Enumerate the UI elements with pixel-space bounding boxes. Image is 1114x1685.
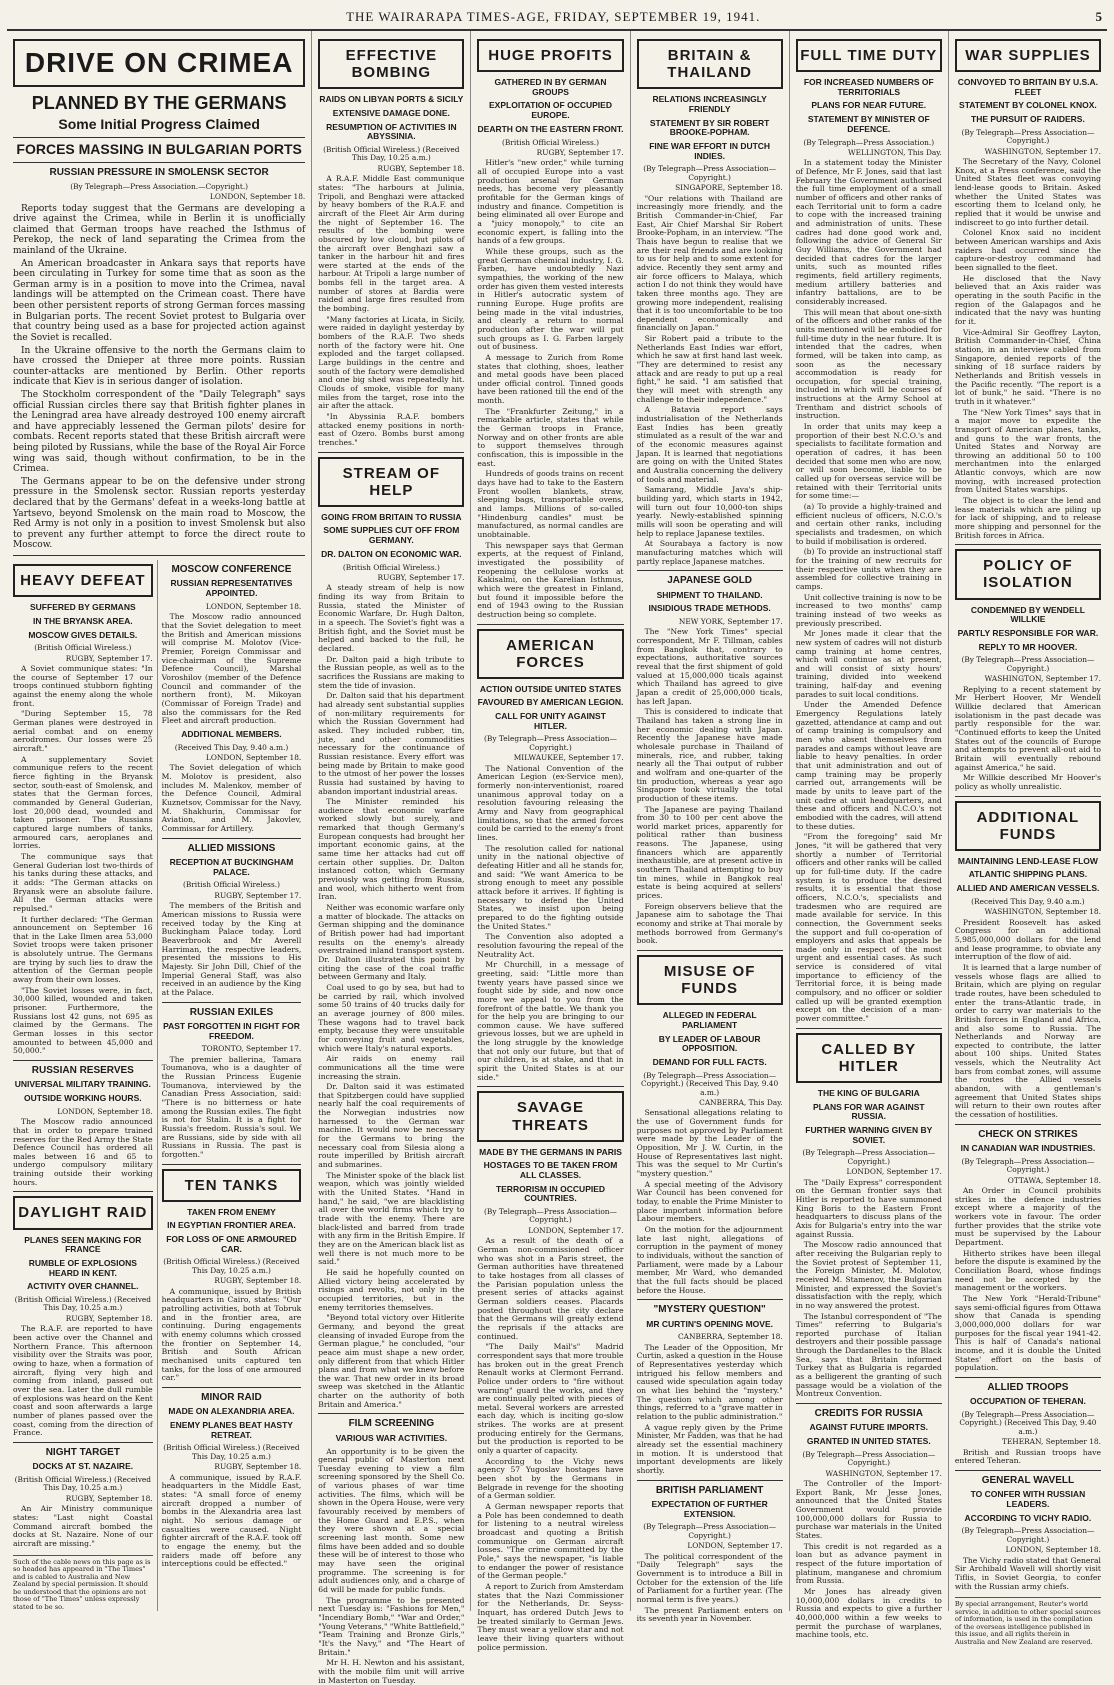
bombing-dateline: RUGBY, September 18. [377,163,465,173]
heavy-p5: It further declared: "The German announcement on September 16 that in the Lake Ilmen area 53,000 Soviet troops were taken prisoner is absolutely untrue. The Germans are trying by such lies to draw the attention of the German people away from their own losses. [13,914,153,985]
stream-p7: Air raids on enemy rail communications all the time were increasing the strain. [318,1054,465,1081]
stream-p11: "Beyond total victory over Hitlerite Germany, and beyond the great cleansing of invaded Europe from the German plague," he concluded, "our peace aim must shape a new order, only different from that which Hitler plans and from what we knew before the war. That new order in its broad sweep was sketched in the Atlantic charter on the authority of both Britain and America." [318,1313,465,1409]
misuse-p3: On the motion for the adjournment late last night, allegations of corruption in the payment of money to individuals, without the sanction of Parliament, were made by a Labour member, Mr Ward, who demanded that the full facts should be placed before the House. [636,1224,783,1295]
warsupplies-p3: He disclosed that the Navy believed that an Axis raider was operating in the south Pacific in the region of the Galapagos and he indicated that the navy was hunting for it. [954,273,1101,326]
bulgaria-sub3: FURTHER WARNING GIVEN BY SOVIET. [805,1124,933,1145]
stream-p4: The Minister reminded his audience that economic warfare worked slowly but surely, and remarked that though Germany's European conquests had brought her important economic gains, at the same time her attacks had cut off certain other supplies. Dr. Dalton instanced cotton, which Germany previously was getting from Russia, and wool, which hitherto went from Iran. [318,797,465,902]
bombing-p1: A R.A.F. Middle East communique states: "The harbours at Julinia, Tripoli, and Benghazi were attacked by heavy bombers of the R.A.F. and aircraft of the Fleet Air Arm during the night of September 16. The results of the bombing were obscured by low cloud, but pilots of the aircraft over Benghazi saw a tanker in the harbour hit and fires were started at the ends of the harbour. At Tripoli a large number of bombs fell in the target area. A number of stores at Bardia were raided and large fires resulted from the bombing. [318,174,465,314]
crimea-dateline: LONDON, September 18. [209,192,306,202]
headline-called-by-hitler: CALLED BY HITLER [796,1033,942,1083]
profits-credit: (British Official Wireless.) [501,137,600,147]
crimea-sub1: PLANNED BY THE GERMANS [31,92,287,113]
american-p2: The resolution called for national unity in the national objective of defeating Hitler and all he stands for, and said: "We want America to be strong enough to meet any possible attack before it arrives. If fighting is necessary to defend the United States, we insist upon being prepared to do the fighting outside the United States." [477,843,624,931]
stream-sub1: GOING FROM BRITAIN TO RUSSIA [321,511,462,522]
fulltime-p2: This will mean that about one-sixth of the officers and other ranks of the units mentioned will be embodied for full-time duty in the near future. It is intended that the cadres, when formed, will be taken into camp, as soon as the necessary accommodation is ready for occupation, for special training, included in which will be courses of instructions at the Army School at Trentham and district schools of instruction. [795,307,942,421]
profits-p3: A message to Zurich from Rome states that clothing, shoes, leather and metal goods have been placed under official control. Tinned goods have been rationed till the end of the month. [477,352,624,406]
heavy-p3: A supplementary Soviet communique refers to the recent fierce fighting in the Bryansk sector, south-east of Smolensk, and states that the German forces, commanded by General Guderian, lost 20,000 dead, wounded and taken prisoner. The Russians captured large numbers of tanks, armoured cars, aeroplanes and lorries. [13,754,153,851]
fulltime-dateline: WELLINGTON, This Day. [847,147,942,157]
bulgaria-credit: (By Telegraph—Press Association—Copyright.) [802,1148,936,1166]
american-p1: The National Convention of the American Legion (ex-Service men), formerly non-interventionist, roared unanimous approval today on a resolution favouring releasing the Army and Navy from geographical limitations, so that the armed forces could be carried to the enemy's front lines. [477,763,624,843]
savage-p3: According to the Vichy news agency 57 Yugoslav hostages have been shot by the Germans in Belgrade in revenge for the shooting of a German soldier. [477,1456,624,1501]
reserves-sub2: OUTSIDE WORKING HOURS. [24,1093,142,1104]
headline-heavy-defeat: HEAVY DEFEAT [13,564,153,597]
warsupplies-p5: The "New York Times" says that in a major move to expedite the transport of American planes, tanks, and guns to the war fronts, the United States and Norway are throwing an additional 50 to 100 merchantmen into the enlarged Atlantic convoys, which are now moving, with increased protection from United States warships. [954,407,1101,495]
headline-effective-bombing: EFFECTIVE BOMBING [318,39,464,89]
bombing-p2: "Many factories at Licata, in Sicily, were raided in daylight yesterday by bombers of the R.A.F. Two sheds north of the factory were hit. One exploded and the target collapsed. Large buildings in the centre and south of the factory were demolished and one big shed was repeatedly hit. Clouds of smoke, visible for many miles from the target, rose into the air after the attack. [318,314,465,411]
stream-sub3: DR. DALTON ON ECONOMIC WAR. [321,548,462,559]
heavy-p4: The communique says that General Guderian lost two-thirds of his tanks during these attacks, and it adds: "The German attacks on Bryansk were an absolute failure. All the German attacks were repulsed." [13,851,153,913]
thailand-sub3: FINE WAR EFFORT IN DUTCH INDIES. [649,140,771,161]
savage-p2: "The Daily Mail's" Madrid correspondent says that more trouble has broken out in the great French Renault works at Clermont Ferrand. Police under orders to "fire without warning" guard the works, and they are continually pelted with pieces of metal. Several workers are arrested each day, which is inciting go-slow strikes. The works are at present producing entirely for the Germans, but the production is reported to be only a quarter of capacity. [477,1342,624,1456]
headline-british-parliament: BRITISH PARLIAMENT [655,1484,764,1496]
heavy-sub2: IN THE BRYANSK AREA. [32,615,133,626]
credits-dateline: WASHINGTON, September 17. [825,1468,942,1478]
funds-p1: President Roosevelt has asked Congress for an additional 5,985,000,000 dollars for the lend and lease programme, to obviate any interruption of the flow of aid. [954,917,1101,962]
troops-dateline: TEHERAN, September 18. [1001,1437,1101,1447]
bombing-sub2: EXTENSIVE DAMAGE DONE. [332,107,450,118]
warsupplies-p2: Colonel Knox said no incident between American warships and Axis raiders had occurred since the capture-or-destroy command had been signalled to the fleet. [954,228,1101,273]
bombing-sub3: RESUMPTION OF ACTIVITIES IN ABYSSINIA. [326,121,457,142]
japgold-p3: The Japanese are paying Thailand from 30 to 100 per cent above the world market prices, apparently for political rather than business reasons. The Japanese, using financers which are apparently inexhaustible, are at present active in southern Thailand attempting to buy tin mines, while in Bangkok real estate is being acquired at sellers' prices. [636,804,783,901]
funds-sub2: ATLANTIC SHIPPING PLANS. [968,869,1088,880]
stream-dateline: RUGBY, September 17. [377,572,465,582]
funds-p2: It is learned that a large number of vessels whose flags are allied to Britain, which are plying on regular trade routes, have been scheduled to enter the trans-Atlantic trade, in order to carry war materials to the British forces in England and Africa, and also some to Russia. The Netherlands and Norway are expected to contribute, the latter about 100 ships. United States vessels, which the Neutrality Act bars from combat zones, will assume the routes the Allied vessels abandon, with a gentleman's agreement that United States ships will return to their own routes after the cessation of hostilities. [954,962,1101,1120]
tanks-p1: A communique, issued by British headquarters in Cairo, states: "Our patrolling activities, both at Tobruk and in the frontier area, are continuing. During engagements with enemy columns which crossed the frontier on September 14, British and South African mechanised units captured ten tanks, for the loss of one armoured car." [161,1286,302,1383]
headline-allied-troops: ALLIED TROOPS [987,1381,1069,1393]
profits-sub3: DEARTH ON THE EASTERN FRONT. [477,123,624,134]
headline-general-wavell: GENERAL WAVELL [981,1475,1075,1487]
savage-credit: (By Telegraph—Press Association—Copyright.) [484,1207,617,1225]
daylight-dateline: RUGBY, September 18. [65,1313,153,1323]
warsupplies-p6: The object is to clear the lend and lease materials which are piling up for lack of shipping, and to release more shipping and personnel for the British forces in Africa. [954,496,1101,540]
troops-p1: British and Russian troops have entered Teheran. [954,1447,1101,1466]
moscowconf-p1: The Moscow radio announced that the Soviet delegation to meet the British and American missions will comprise M. Molotov (Vice-Premier, Foreign Commissar and vice-chairman of the Supreme Defence Council), Marshal Voroshilov (member of the Defence Council and commander of the northern front), M. Mikoyan (Commissar of Foreign Trade) and also the commissars for the Red Fleet and aircraft production. [161,612,302,726]
strikes-p3: The New York "Herald-Tribune" says semi-official figures from Ottawa show that Canada is spending 3,000,000,000 dollars for war purposes for the fiscal year 1941-42. This is half of Canada's national income, and it is double the United States' effort on the basis of population. [954,1293,1101,1373]
bulgaria-p2: The Moscow radio announced that after receiving the Bulgarian reply to the Soviet protest of September 11, the Foreign Minister, M. Molotov, received M. Stamenov, the Bulgarian Minister, and expressed the Soviet's dissatisfaction with the reply, which in no way answered the protest. [795,1240,942,1310]
fulltime-p8: Under the Amended Defence Emergency Regulations lately gazetted, attendance at camp and out of camp training is compulsory and men who absent themselves from parades and camps without leave are liable to heavy penalties. In order that unit administration and out of camp training may be properly carried out, arrangements will be made by units to leave part of the unit cadre at unit headquarters, and these and officers and N.C.O.'s not embodied with the cadres, will attend to these duties. [795,700,942,831]
warsupplies-sub2: STATEMENT BY COLONEL KNOX. [959,100,1097,111]
parliament-credit: (By Telegraph—Press Association—Copyright.) [643,1522,777,1540]
credits-sub2: GRANTED IN UNITED STATES. [806,1436,931,1447]
reserves-dateline: LONDON, September 18. [57,1106,153,1116]
minor-dateline: RUGBY, September 18. [214,1462,302,1472]
minor-p1: A communique, issued by R.A.F. headquarters in the Middle East, states: "A small force of enemy aircraft dropped a number of bombs in the Alexandria area last night. No serious damage or casualties were caused. Night fighter aircraft of the R.A.F. took off to engage the enemy, but the raiders made off before any interceptions could be effected." [161,1472,302,1569]
isolation-p1: Replying to a recent statement by Mr Herbert Hoover, Mr Wendell Willkie declared that American isolationism in the past decade was partly responsible for the war. "Continued efforts to keep the United States out of the councils of Europe and attempts to prevent all-out aid to Britain will eventually rebound against America," he said. [954,684,1101,772]
profits-sub1: GATHERED IN BY GERMAN GROUPS [494,77,607,97]
moscowconf-dateline2: LONDON, September 18. [205,752,302,762]
column-5 [631,31,790,1624]
profits-p2: While these groups, such as the great German chemical industry, I. G. Farben, have undoubtedly Nazi sympathies, the working of the new order has given them vested interests in Hitler's autocratic system of running Europe. Huge profits are being made in the vital industries, and clearly a return to normal production after the war will put such groups as I. G. Farben largely out of business. [477,246,624,352]
times-cable-note: Such of the cable news on this page as is so headed has appeared in "The Times" and is cabled to Australia and New Zealand by special permission. It should be understood that the opinions are not those of "The Times" unless expressly stated to be so. [13,1555,153,1612]
headline-huge-profits: HUGE PROFITS [477,39,623,72]
daylight-sub1: PLANES SEEN MAKING FOR FRANCE [24,1234,142,1255]
fulltime-credit: (By Telegraph—Press Association.) [803,137,935,147]
warsupplies-p1: The Secretary of the Navy, Colonel Knox, at a Press conference, said the United States fleet was convoying lend-lease goods to Britain. Asked whether the United States was escorting them to Iceland only, he replied that it would be unwise and indiscreet to go into further detail. [954,157,1101,227]
credits-p1: The Controller of the Import-Export Bank, Mr Jesse Jones, announced that the United States Government would provide 100,000,000 dollars for Russia to purchase war materials in the United States. [795,1479,942,1541]
page-number: 5 [1095,9,1103,24]
funds-credit: (Received This Day, 9.40 a.m.) [971,896,1085,906]
strikes-credit: (By Telegraph—Press Association—Copyright.) [961,1156,1095,1175]
strikes-p1: An Order in Council prohibits strikes in the defence industries except where a majority of the workers vote in favour. The order further provides that the strike vote must be supervised by the Labour Department. [954,1186,1101,1248]
fulltime-p9: "From the foregoing" said Mr Jones, "it will be gathered that very shortly a number of Territorial officers and other ranks will be called up for full-time duty. If the cadre system is to produce the desired results, it is essential that those officers, N.C.O.'s, specialists and tradesmen who are required are made available for service. In this connection, the Government seeks the support and full co-operation of employers and asks that appeals be made only in respect of the most urgent and essential cases. As such service is considered of vital importance to efficiency of the Territorial force, it is being made compulsory, and no officer or soldier called up will be granted exemption except on the decision of a man-power committee." [795,832,942,1024]
strikes-sub: IN CANADIAN WAR INDUSTRIES. [960,1143,1096,1154]
isolation-sub1: CONDEMNED BY WENDELL WILLKIE [970,604,1085,625]
japgold-sub1: SHIPMENT TO THAILAND. [656,589,763,600]
allied-sub: RECEPTION AT BUCKINGHAM PALACE. [169,857,294,877]
masthead-title: THE WAIRARAPA TIMES-AGE, FRIDAY, SEPTEMBER 19, 1941. [346,9,761,24]
crimea-p5: The Germans appear to be on the defensive under strong pressure in the Smolensk sector. Russian reports yesterday declared that by the Germans' defeat in a weeks-long battle at Yartsevo, beyond Smolensk on the main road to Moscow, the Red Army is not only in a position to invest Smolensk but also to prevent any further attempt to force the direct route to Moscow. [13,476,306,551]
isolation-p2: Mr Willkie described Mr Hoover's policy as wholly unrealistic. [954,773,1101,791]
crimea-sub3: FORCES MASSING IN BULGARIAN PORTS [13,142,305,163]
exiles-sub: PAST FORGOTTEN IN FIGHT FOR FREEDOM. [163,1020,300,1041]
moscowconf-dateline: LONDON, September 18. [205,601,302,611]
tanks-credit: (British Official Wireless.) (Received This Day, 10.25 a.m.) [163,1257,300,1275]
warsupplies-credit: (By Telegraph—Press Association—Copyright.) [961,127,1095,146]
funds-dateline: WASHINGTON, September 18. [984,907,1101,917]
fulltime-p4: (a) To provide a highly-trained and efficient nucleus of officers, N.C.O.'s and certain other ranks, including specialists and tradesmen, on which to build if mobilisation is ordered. [795,502,942,546]
tanks-sub3: FOR LOSS OF ONE ARMOURED CAR. [166,1234,297,1254]
heavy-p1: A Soviet communique states: "In the course of September 17 our troops continued stubborn fighting against the enemy along the whole front. [13,664,153,708]
fulltime-p3: In order that units may keep a proportion of their best N.C.O.'s and specialists to facilitate formation and operation of cadres, it has been decided that some men who are now, or will soon become, liable to be called up for overseas service will be retained with their Territorial units for some time:— [795,422,942,501]
stream-sub2: SOME SUPPLIES CUT OFF FROM GERMANY. [323,525,460,546]
crimea-credit: (By Telegraph—Press Association.—Copyright.) [70,181,249,191]
thailand-p2: Sir Robert paid a tribute to the Netherlands East Indies war effort, which he saw at first hand last week. "They are determined to resist any attack and are ready to put up a real fight," he said. "I am satisfied that they will meet with strength any challenge to their independence." [636,334,783,404]
warsupplies-sub1: CONVOYED TO BRITAIN BY U.S.A. FLEET [957,77,1099,97]
stream-p1: A steady stream of help is now finding its way from Britain to Russia, stated the Minister of Economic Warfare, Dr. Hugh Dalton, in a speech. The Soviet's fight was a British fight, and the Soviet must be helped and backed to the full, he declared. [318,583,465,653]
mystery-dateline: CANBERRA, September 18. [677,1332,783,1342]
headline-film-screening: FILM SCREENING [348,1418,435,1430]
headline-credits-for-russia: CREDITS FOR RUSSIA [814,1408,923,1420]
moscowconf-credit2: (Received This Day, 9.40 a.m.) [174,742,289,752]
thailand-p3: A Batavia report says industrialisation of the Netherlands East Indies has been greatly stimulated as a result of the war and of the economic measures against Japan. It is learned that negotiations are going on with the United States and Australia concerning the delivery of tools and material. [636,405,783,484]
misuse-p2: A special meeting of the Advisory War Council has been convened for today, to enable the Prime Minister to place important information before Labour members. [636,1179,783,1224]
thailand-credit: (By Telegraph—Press Association—Copyright.) [643,164,777,182]
headline-american-forces: AMERICAN FORCES [477,629,623,679]
bulgaria-p3: The Istanbul correspondent of "The Times" referring to Bulgaria's reported purchase of Italian destroyers and their possible passage through the Dardanelles to the Black Sea, says that Britain informed Turkey that as Bulgaria is regarded as a belligerent the granting of such passage would be a violation of the Montreux Convention. [795,1311,942,1399]
headline-policy-of-isolation: POLICY OF ISOLATION [955,549,1101,599]
moscowconf-additional: ADDITIONAL MEMBERS. [181,728,282,739]
daylight-sub2: RUMBLE OF EXPLOSIONS HEARD IN KENT. [28,1257,137,1278]
parliament-dateline: LONDON, September 17. [687,1541,783,1551]
american-p4: Mr Churchill, in a message of greeting, said: "Little more than twenty years have passed since we fought side by side, and now once more we appeal to you from the forefront of the battle. We thank you for the help you are bringing to our common cause. We have suffered grievous losses, but we are upheld in the long struggle by the knowledge that not only our future, but that of our children, is at stake, and that in spirit the United States is at our side." [477,960,624,1082]
headline-full-time-duty: FULL TIME DUTY [796,39,942,72]
film-sub: VARIOUS WAR ACTIVITIES. [335,1432,448,1443]
savage-p4: A German newspaper reports that a Pole has been condemned to death for listening to a neutral wireless broadcast and quoting a British communique on German aircraft losses. "The crime committed by the Pole," says the newspaper, "is liable to endanger the power of resistance of the German people." [477,1502,624,1581]
american-dateline: MILWAUKEE, September 17. [513,753,624,763]
stream-p2: Dr. Dalton paid a high tribute to the Russian people, as well as to the sacrifices the Russians are making to stem the tide of invasion. [318,654,465,690]
funds-sub3: ALLIED AND AMERICAN VESSELS. [956,883,1100,894]
daylight-sub3: ACTIVITY OVER CHANNEL. [27,1281,139,1292]
funds-sub1: MAINTAINING LEND-LEASE FLOW [957,855,1098,866]
thailand-p5: At Sourabaya a factory is now manufacturing matches which will partly replace Japanese matches. [636,539,783,566]
bulgaria-sub1: THE KING OF BULGARIA [817,1087,920,1098]
fulltime-p7: Mr Jones made it clear that the new system of cadres will not disturb camp training at home centres, which will continue as at present, and will consist of sixty hours' training, divided into weekend training, half-day and evening parades to suit local conditions. [795,629,942,699]
bombing-p3: "In Abyssinia R.A.F. bombers attacked enemy positions in north-east of Ozero. Bombs burst among trenches." [318,411,465,447]
warsupplies-p4: Vice-Admiral Sir Geoffrey Layton, British Commander-in-Chief, China station, in an interview cabled from Singapore, denied reports of the sinking of 18 surface raiders by Netherlands and British vessels in the Pacific recently. "The report is a lot of bunk," he said. "There is no truth in it whatever." [954,327,1101,406]
headline-war-supplies: WAR SUPPLIES [955,39,1101,72]
film-p3: Mr H. H. Newton and his assistant, with the mobile film unit will arrive in Masterton on Tuesday. [318,1658,465,1685]
profits-p6: This newspaper says that German experts, at the request of Finland, investigated the possibility of reopening the cellulose works at Kakisalmi, on the Karelian Isthmus, which were the greatest in Finland, but found it impossible before the end of 1943 owing to the Russian destruction being so complete. [477,540,624,619]
reserves-sub1: UNIVERSAL MILITARY TRAINING. [14,1079,151,1090]
parliament-p1: The political correspondent of the "Daily Telegraph" says the Government is to introduce a Bill in October for the extension of the life of Parliament for a further year. (The normal term is five years.) [636,1551,783,1604]
headline-night-target: NIGHT TARGET [45,1446,120,1458]
crimea-p3: In the Ukraine offensive to the north the Germans claim to have crossed the Dnieper at three more points. Russian counter-attacks are mentioned by Berlin. Other reports indicate that Kiev is in serious danger of isolation. [13,345,306,388]
isolation-dateline: WASHINGTON, September 17. [984,674,1101,684]
left-subcol-2 [158,560,306,1611]
crimea-p1: Reports today suggest that the Germans are developing a drive against the Crimea, while in Berlin it is unofficially claimed that German troops have reached the Isthmus of Perekop, the neck of land separating the Crimea from the mainland of the Ukraine. [13,203,306,257]
japgold-p1: The "New York Times" special correspondent, Mr F. Tillman, cables from Bangkok that, contrary to expectations, authoritative sources reveal that the first shipment of gold valued at 15,000,000 ticals against which Thailand has agreed to give Japan a credit of 25,000,000 ticals, has left Japan. [636,627,783,706]
stream-p5: Neither was economic warfare only a matter of blockade. The attacks on German shipping and the dominance of British power had had important results on the enemy's already overstrained inland transport system. Dr. Dalton illustrated this point by citing the case of the coal traffic between Germany and Italy. [318,903,465,982]
profits-dateline: RUGBY, September 17. [536,147,624,157]
credits-sub1: AGAINST FUTURE IMPORTS. [809,1422,929,1433]
minor-sub2: ENEMY PLANES BEAT HASTY RETREAT. [169,1420,293,1440]
headline-allied-missions: ALLIED MISSIONS [187,842,276,854]
wavell-sub1: TO CONFER WITH RUSSIAN LEADERS. [970,1489,1086,1510]
american-p3: The Convention also adopted a resolution favouring the repeal of the Neutrality Act. [477,932,624,959]
mystery-p1: The Leader of the Opposition, Mr Curtin, asked a question in the House of Representatives yesterday which intrigued his fellow members and caused wide speculation again today on what lies behind the "mystery." The question which among other things, referred to a "grave matter in relation to the public administration." [636,1342,783,1421]
misuse-p1: Sensational allegations relating to the use of Government funds for purposes not approved by Parliament were made by the Leader of the Opposition, Mr J. W. Curtin, in the House of Representatives last night. This was the sequel to Mr Curtin's "mystery question." [636,1108,783,1178]
heavy-sub3: MOSCOW GIVES DETAILS. [28,629,138,640]
japgold-p2: This is considered to indicate that Thailand has taken a strong line in her economic dealing with Japan. Recently the Japanese have made wholesale purchase in Thailand of minerals, rice, and rubber, taking nearly all the Thai output of rubber and wolfram and one-quarter of the tin production, whereas a year ago Singapore took virtually the total production of these items. [636,707,783,803]
column-4 [471,31,630,1652]
thailand-sub1: RELATIONS INCREASINGLY FRIENDLY [652,94,767,114]
japgold-dateline: NEW YORK, September 17. [678,616,783,626]
misuse-dateline: CANBERRA, This Day. [699,1097,783,1107]
heavy-p6: "The Soviet losses were, in fact, 30,000 killed, wounded and taken prisoner. Furthermore, the Russians lost 42 guns, not 695 as claimed by the Germans. The German losses in this sector amounted to between 45,000 and 50,000." [13,985,153,1056]
column-7 [949,31,1107,1646]
minor-sub1: MADE ON ALEXANDRIA AREA. [168,1406,295,1417]
wavell-dateline: LONDON, September 18. [1005,1545,1101,1555]
american-sub1: ACTION OUTSIDE UNITED STATES [479,683,622,694]
troops-credit: (By Telegraph—Press Association—Copyright.) (Received This Day, 9.40 a.m.) [959,1409,1097,1436]
stream-credit: (British Official Wireless.) [342,562,440,572]
headline-ten-tanks: TEN TANKS [162,1169,302,1202]
fulltime-p5: (b) To provide an instructional staff for the training of new recruits for their respective units when they are assembled for collective training in camps. [795,547,942,591]
allied-dateline: RUGBY, September 17. [214,890,302,900]
bulgaria-sub2: PLANS FOR WAR AGAINST RUSSIA. [812,1101,925,1122]
tanks-sub1: TAKEN FROM ENEMY [187,1206,276,1217]
heavy-dateline: RUGBY, September 17. [65,653,153,663]
thailand-sub2: STATEMENT BY SIR ROBERT BROOKE-POPHAM. [649,117,770,138]
bombing-sub1: RAIDS ON LIBYAN PORTS & SICILY [319,94,464,105]
wavell-credit: (By Telegraph—Press Association—Copyright.) [961,1526,1095,1544]
reuter-note: By special arrangement, Reuter's world service, in addition to other special sources of information, is used in the compilation of the overseas intelligence published in this issue, and all rights therein in Australia and New Zealand are reserved. [955,1597,1101,1646]
newspaper-page [7,7,1107,1685]
isolation-sub2: PARTLY RESPONSIBLE FOR WAR. [957,627,1099,638]
crimea-sub2: Some Initial Progress Claimed [13,117,305,138]
headline-check-on-strikes: CHECK ON STRIKES [978,1128,1078,1140]
film-p2: The programme to be presented next Tuesday is: "Fashions for Men," "Incendiary Bomb," "War and Order," "Young Veterans," "White Battlefield," "Team Training and Bronze Girls," "It's the Navy," and "The Heart of Britain." [318,1595,465,1657]
moscowconf-p2: The Soviet delegation of which M. Molotov is president, also includes M. Malenkov, member of the Defence Council, Admiral Kuznetsov, Commissar for the Navy, M. Shakhurin, Commissar for Aviation, and M. Jakovlev, Commissar for Artillery. [161,763,302,833]
crimea-p2: An American broadcaster in Ankara says that reports have been circulating in Turkey for some time that as soon as the German army is in a position to move into the Crimea, naval landings will be attempted on the Crimean coast. There have been other persistent reports of strong German forces massing in Bulgarian ports. The recent Soviet protest to Bulgaria over that country being used as a base for projected action against the Soviet is recalled. [13,258,306,343]
credits-p3: Mr Jones has already given 10,000,000 dollars in credits to Russia and expects to give a further 40,000,000 within a few weeks to permit the purchase of warplanes, machine tools, etc. [795,1587,942,1640]
wavell-p1: The Vichy radio stated that General Sir Archibald Wavell will shortly visit Tiflis, in Soviet Georgia, to confer with the Russian army chiefs. [954,1555,1101,1591]
column-6 [790,31,949,1640]
profits-sub2: EXPLOITATION OF OCCUPIED EUROPE. [489,100,612,121]
credits-p2: This credit is not regarded as a loan but as advance payment in respect of the future importation of platinum, manganese and chromium from Russia. [795,1541,942,1586]
allied-p1: The members of the British and American missions to Russia were received today by the King at Buckingham Palace today. Lord Beaverbrook and Mr Averell Harriman, the respective leaders, presented the missions to His Majesty. Sir John Dill, Chief of the Imperial General Staff, was also received in an audience by the King at the Palace. [161,901,302,997]
daylight-credit: (British Official Wireless.) (Received This Day, 10.25 a.m.) [14,1294,151,1313]
daylight-p1: The R.A.F. are reported to have been active over the Channel and Northern France. This afternoon visibility over the Straits was poor, owing to haze, when a formation of aircraft, flying very high and coming from inland, passed out over the sea. Later the dull rumble of explosions was heard on the Kent coast and soon afterwards a large number of planes passed over the coast, coming from the direction of France. [13,1324,153,1438]
exiles-dateline: TORONTO, September 17. [201,1044,302,1054]
savage-sub1: MADE BY THE GERMANS IN PARIS [479,1146,622,1157]
profits-p1: Hitler's "new order," while turning all of occupied Europe into a vast production arsenal for German needs, has become very pleasantly profitable for the German kings of industry and finance. Competition is being eliminated all over Europe and a "juicy monopoly," to cite an economic expert, is falling into the hands of a few groups. [477,158,624,246]
stream-p9: The Minister spoke of the black list weapon, which was jointly wielded with the United States. "Hand in hand," he said, "we are blacklisting all over the world firms which try to trade with the enemy. There are black-listed and barred from trade with any firm in the British Empire. If they are on the American black list as well there is not much more to be said." [318,1170,465,1267]
heavy-sub1: SUFFERED BY GERMANS [30,602,136,613]
headline-britain-thailand: BRITAIN & THAILAND [637,39,783,89]
heavy-p2: "During September 15, 78 German planes were destroyed in aerial combat and on enemy aerodromes. Our losses were 25 aircraft." [13,709,153,754]
exiles-p1: The premier ballerina, Tamara Toumanova, who is a daughter of the Russian Princess Eugenie Toumanova, interviewed by the Canadian Press Association, said: "There is no bitterness or hate among the Russian exiles. The fight is not for Stalin. It is a fight for Russia's freedom. Russia's soul. We are Russians, side by side with all Russians in Russia. The past is forgotten." [161,1054,302,1159]
tanks-dateline: RUGBY, September 18. [214,1276,302,1286]
stream-p3: Dr. Dalton said that his department had already sent substantial supplies of non-military requirements for which the Russian Government had asked. They included rubber, tin, jute, and other commodities necessary for the continuance of Russian resistance. Every effort was being made by Britain to make good to the utmost of her power the losses Russia had sustained by having to abandon important industrial areas. [318,691,465,796]
column-3 [312,31,471,1685]
night-dateline: RUGBY, September 18. [65,1493,153,1503]
fulltime-p6: Unit collective training is now to be increased to two months' camp training instead of two weeks as previously prescribed. [795,592,942,628]
misuse-sub3: DEMAND FOR FULL FACTS. [652,1056,767,1067]
troops-sub: OCCUPATION OF TEHERAN. [969,1396,1086,1407]
allied-credit: (British Official Wireless.) [182,880,280,890]
headline-crimea: DRIVE ON CRIMEA [13,39,305,87]
profits-p4: The "Frankfurter Zeitung," in a remarkable article, states that while the German troops in France, Norway and on other fronts are able to support themselves through confiscation, this is impossible in the east. [477,406,624,468]
fulltime-sub3: STATEMENT BY MINISTER OF DEFENCE. [807,114,930,134]
headline-minor-raid: MINOR RAID [201,1391,262,1403]
fulltime-sub1: FOR INCREASED NUMBERS OF TERRITORIALS [803,77,934,97]
headline-daylight-raid: DAYLIGHT RAID [13,1196,153,1229]
parliament-sub: EXPECTATION OF FURTHER EXTENSION. [651,1498,768,1519]
japgold-sub2: INSIDIOUS TRADE METHODS. [648,603,771,614]
fulltime-p1: In a statement today the Minister of Defence, Mr F. Jones, said that last February the Government authorised the full time employment of a small number of officers and other ranks of each Territorial unit to form a cadre to cope with the increased training and administration of units. These cadres had done good work and, following the advice of General Sir Guy Williams, the Government had decided that cadres for the larger units, such as mounted rifles regiments, field artillery regiments, medium artillery batteries and infantry battalions, are to be considerably increased. [795,158,942,306]
warsupplies-sub3: THE PURSUIT OF RAIDERS. [971,114,1085,125]
isolation-sub3: REPLY TO MR HOOVER. [978,641,1078,652]
savage-sub2: HOSTAGES TO BE TAKEN FROM ALL CLASSES. [483,1160,618,1180]
credits-credit: (By Telegraph—Press Association—Copyright.) [802,1449,936,1468]
strikes-dateline: OTTAWA, September 18. [1007,1175,1101,1185]
savage-sub3: TERRORISM IN OCCUPIED COUNTRIES. [495,1183,606,1204]
heavy-credit: (British Official Wireless.) [34,643,132,653]
tanks-sub2: IN EGYPTIAN FRONTIER AREA. [167,1220,296,1231]
stream-p6: Coal used to go by sea, but had to be carried by rail, which involved some 50 trains of 40 trucks daily for an average journey of 800 miles. These wagons had to travel back empty, because they were unsuitable for conveying fruit and vegetables, which were Italy's natural exports. [318,982,465,1053]
headline-misuse-of-funds: MISUSE OF FUNDS [637,955,783,1005]
headline-russian-reserves: RUSSIAN RESERVES [31,1065,134,1076]
bulgaria-p1: The "Daily Express" correspondent on the German frontier says that Hitler is reported to have summoned King Boris to the Eastern Front headquarters to discuss plans of the Axis for Bulgaria's entry into the war against Russia. [795,1177,942,1239]
moscowconf-sub: RUSSIAN REPRESENTATIVES APPOINTED. [170,578,293,599]
misuse-sub2: BY LEADER OF LABOUR OPPOSITION. [658,1033,761,1054]
savage-p5: A report to Zurich from Amsterdam states that the Nazi Commissioner for the Netherlands, Dr. Seyss-Inquart, has ordered Dutch Jews to be treated similarly to German Jews. They must wear a yellow star and not leave their living quarters without police permission. [477,1581,624,1652]
strikes-p2: Hitherto strikes have been illegal before the dispute is examined by the Conciliation Board, whose findings need not be accepted by the management or the workers. [954,1248,1101,1293]
misuse-sub1: ALLEGED IN FEDERAL PARLIAMENT [662,1010,757,1030]
isolation-credit: (By Telegraph—Press Association—Copyright.) [961,655,1095,673]
crimea-sub4: RUSSIAN PRESSURE IN SMOLENSK SECTOR [49,167,269,179]
crimea-p4: The Stockholm correspondent of the "Daily Telegraph" says official Russian circles there say that British fighter planes in the Leningrad area have already destroyed 100 enemy aircraft and have appreciably lessened the German pilots' desire for combats. Recent reports stated that these British aircraft were being piloted by Russians, while the base of the Royal Air Force wing was said, though without confirmation, to be in the Crimea. [13,389,306,475]
thailand-dateline: SINGAPORE, September 18. [675,183,783,193]
profits-p5: Hundreds of goods trains on recent days have had to take to the Eastern Front woollen blankets, straw, sleeping bags, transportable ovens, and lamps. Millions of so-called "Hindenburg candles" must be manufactured, as normal candles are unobtainable. [477,469,624,539]
warsupplies-dateline: WASHINGTON, September 17. [984,146,1101,156]
headline-mystery-question: "MYSTERY QUESTION" [653,1304,766,1316]
mystery-sub: MR CURTIN'S OPENING MOVE. [646,1318,773,1329]
film-p1: An opportunity is to be given the general public of Masterton next Tuesday evening to view a film screening sponsored by the Shell Co. of various phases of war time activities. The films, which will be shown in the Opera House, were very favourably received by members of the Home Guard and E.P.S., when they were shown at a special screening last month. Some new films have been added and so double these will be of interest to those who may have seen the original programme. The screening is for adult audiences only, and a charge of 6d will be made for public funds. [318,1446,465,1595]
wavell-sub2: ACCORDING TO VICHY RADIO. [964,1512,1092,1523]
bulgaria-dateline: LONDON, September 17. [846,1167,942,1177]
parliament-p2: The present Parliament enters on its seventh year in November. [636,1605,783,1624]
mystery-p2: A vague reply given by the Prime Minister, Mr Fadden, was that he had already set the essential machinery in motion. It is understood that important developments are likely shortly. [636,1422,783,1475]
savage-p1: As a result of the death of a German non-commissioned officer who was shot in a Paris street, the German authorities have threatened to take hostages from all classes of the Parisian population unless the present series of attacks against German soldiers ceases. Placards posted throughout the city declare that the Germans will greatly extend the reprisals if the attacks are continued. [477,1236,624,1341]
american-sub2: FAVOURED BY AMERICAN LEGION. [477,697,624,708]
american-sub3: CALL FOR UNITY AGAINST HITLER. [495,711,606,731]
column-left [7,31,312,1611]
masthead [7,7,1107,31]
headline-moscow-conference: MOSCOW CONFERENCE [171,564,292,576]
savage-dateline: LONDON, September 17. [528,1225,624,1235]
stream-p10: He said he hopefully counted on Allied victory being accelerated by risings and revolts, not only in the occupied territories, but in the enemy territories themselves. [318,1267,465,1312]
night-sub: DOCKS AT ST. NAZAIRE. [32,1461,134,1472]
fulltime-sub2: PLANS FOR NEAR FUTURE. [811,100,927,111]
reserves-p1: The Moscow radio announced that in order to prepare trained reserves for the Red Army the State Defence Council has ordered all males between 16 and 65 to undergo compulsory military training outside their working hours. [13,1117,153,1187]
headline-japanese-gold: JAPANESE GOLD [667,575,753,587]
japgold-p4: Foreign observers believe that the Japanese aim to sabotage the Thai economy and strike at Thai morale by methods borrowed from Germany's book. [636,901,783,946]
minor-credit: (British Official Wireless.) (Received This Day, 10.25 a.m.) [163,1443,300,1461]
thailand-p4: Samarang, Middle Java's ship-building yard, which starts in 1942, will turn out four 10,000-ton ships yearly. Newly-established spinning mills will soon be operating and will help to replace Japanese textiles. [636,485,783,538]
stream-p8: Dr. Dalton said it was estimated that Spitzbergen could have supplied nearly half the coal requirements of the Norwegian industries now harnessed to the German war machine. It would now be necessary for the Germans to bring the necessary coal from Silesia along a route imperilled by British aircraft and submarines. [318,1082,465,1170]
bombing-credit: (British Official Wireless.) (Received This Day, 10.25 a.m.) [323,144,460,163]
thailand-p1: "Our relations with Thailand are increasingly more friendly, and the British Commander-in-Chief, Far East, Air Chief Marshal Sir Robert Brooke-Popham, in an interview. "The Thais have begun to realise that we are their real friends and are looking to us for help and to some extent for advice. Recently they sent army and air force officers to Malaya, which action I do not think they would have taken three months ago. They are growing more independent, realising that it is too uncomfortable to be too dependent economically and financially on Japan." [636,193,783,333]
headline-savage-threats: SAVAGE THREATS [477,1091,623,1141]
headline-russian-exiles: RUSSIAN EXILES [189,1006,274,1018]
night-credit: (British Official Wireless.) (Received This Day, 10.25 a.m.) [14,1474,151,1493]
american-credit: (By Telegraph—Press Association—Copyright.) [484,734,617,752]
left-subcol-1 [13,560,158,1611]
misuse-credit: (By Telegraph—Press Association—Copyright.) (Received This Day, 9.40 a.m.) [641,1070,779,1097]
night-p1: An Air Ministry communique states: "Last night Coastal Command aircraft bombed the docks at St. Nazaire. None of our aircraft are missing." [13,1504,153,1548]
headline-stream-of-help: STREAM OF HELP [318,457,464,507]
headline-additional-funds: ADDITIONAL FUNDS [955,801,1101,851]
